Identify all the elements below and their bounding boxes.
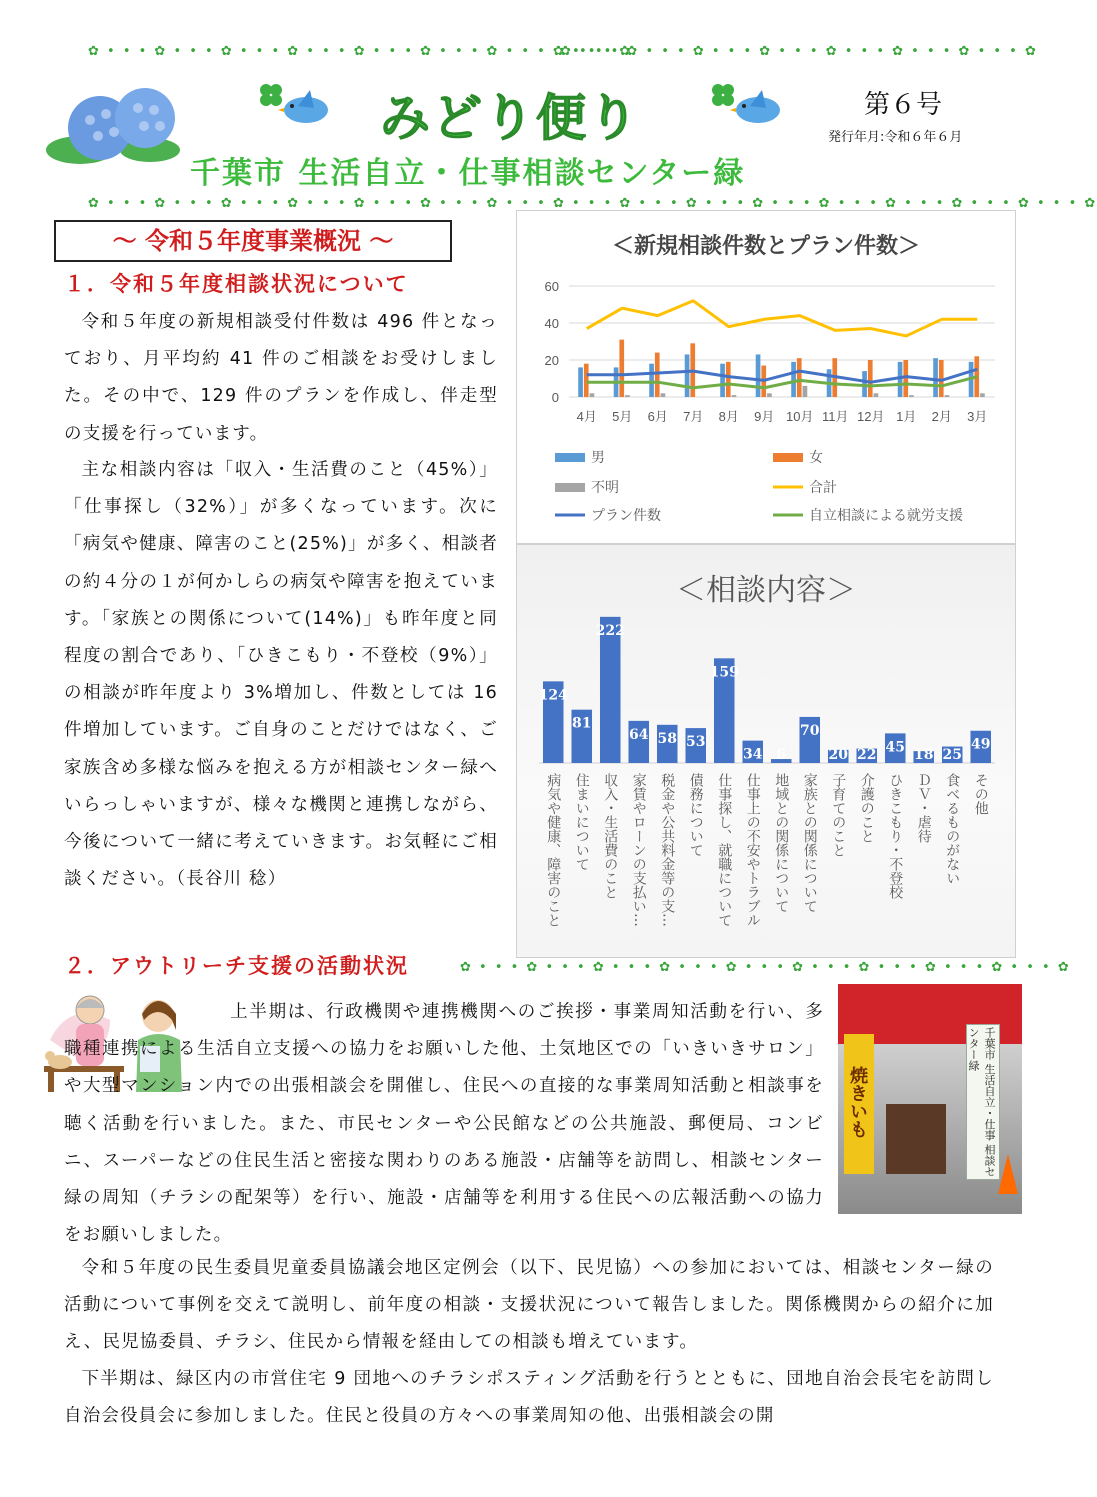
chart2-data-label: 49 [971, 736, 991, 753]
clover-border-header-bottom: ✿ • • • ✿ • • • ✿ • • • ✿ • • • ✿ • • • ✿ • • • ✿ • • • ✿ • • • ✿ • • • ✿ • • • ✿ • • • ✿ • • • ✿ • • • ✿ • • • ✿ • • • ✿ [88, 195, 1097, 211]
chart1-bar-男 [649, 364, 654, 397]
chart1-bar-不明 [661, 393, 666, 397]
outreach-booth-photo [838, 984, 1022, 1214]
chart2-data-label: 70 [800, 722, 820, 739]
chart1-xtick-label: 6月 [647, 409, 668, 424]
section2-paragraph-3: 下半期は、緑区内の市営住宅 9 団地へのチラシポスティング活動を行うとともに、団地自治会長宅を訪問し自治会役員会に参加しました。住民と役員の方々への事業周知の他、出張相談会の開 [64, 1369, 994, 1427]
chart2-data-label: 58 [657, 730, 677, 747]
chart1-bar-女 [584, 364, 589, 397]
chart2-data-label: 81 [572, 715, 592, 732]
photo-cart [886, 1104, 946, 1174]
chart1-line-合計 [587, 301, 978, 336]
chart1-ytick-label: 20 [544, 353, 559, 368]
chart-consultation-content-panel [516, 544, 1016, 958]
chart2-data-label: 45 [885, 739, 905, 756]
chart1-ytick-label: 60 [544, 279, 559, 294]
clover-border-top-right: ✿ • • • ✿ • • • ✿ • • • ✿ • • • ✿ • • • ✿ • • • ✿ • • • ✿ [560, 43, 1038, 59]
chart-new-consultations-panel [516, 210, 1016, 544]
chart1-bar-男 [791, 362, 796, 397]
chart1-bar-不明 [767, 393, 772, 397]
chart2-data-label: 25 [942, 747, 962, 763]
photo-sign: 千葉市 生活自立・仕事 相談センター緑 [966, 1024, 1000, 1180]
chart2-category-label: 債務について [687, 773, 704, 857]
overview-heading: ～ 令和５年度事業概況 ～ [54, 220, 452, 262]
bird-clover-icon-left [256, 80, 336, 130]
chart1-legend-swatch [555, 453, 585, 462]
chart1-title: ＜新規相談件数とプラン件数＞ [611, 234, 920, 259]
chart2-data-label: 22 [857, 747, 877, 763]
chart1-legend-swatch [773, 453, 803, 462]
section2-paragraph-2: 令和５年度の民生委員児童委員協議会地区定例会（以下、民児協）への参加においては、相談センター緑の活動について事例を交えて説明し、前年度の相談・支援状況について報告しました。関係機関からの紹介に加え、民児協委員、チラシ、住民から情報を経由しての相談も増えています。 [64, 1258, 994, 1353]
chart1-bar-男 [685, 354, 690, 397]
chart1-bar-女 [868, 360, 873, 397]
chart1-legend-label: 男 [591, 450, 605, 466]
chart1-bar-女 [726, 362, 731, 397]
chart2-category-label: 仕事探し、就職について [716, 773, 733, 927]
chart1-xtick-label: 4月 [576, 409, 597, 424]
chart1-legend-label: 合計 [809, 480, 837, 496]
chart2-data-label: 124 [538, 687, 568, 704]
chart1-legend-swatch [555, 483, 585, 492]
chart1-plot [517, 211, 1015, 543]
section1-paragraph-1: 令和５年度の新規相談受付件数は 496 件となっており、月平均約 41 件のご相談をお受けしました。その中で、129 件のプランを作成し、伴走型の支援を行っています。 [64, 312, 498, 444]
chart2-plot [517, 545, 1015, 957]
chart1-xtick-label: 8月 [718, 409, 739, 424]
chart2-category-label: 仕事上の不安やトラブル [744, 773, 761, 927]
section2-title: ２．アウトリーチ支援の活動状況 [64, 954, 409, 978]
section1-paragraph-2: 主な相談内容は「収入・生活費のこと（45%）」「仕事探し（32%）」が多くなっています。次に「病気や健康、障害のこと(25%)」が多く、相談者の約４分の１が何かしらの病気や障害を抱えています。「家族との関係について(14%)」も昨年度と同程度の割合であり、「ひきこもり・不登校（9%）」の相談が昨年度より 3%増加し、件数としては 16 件増加しています。ご自身のことだけではなく、ご家族含め多様な悩みを抱える方が相談センター緑へいらっしゃいますが、様々な機関と連携しながら、今後について一緒に考えていきます。お気軽にご相談ください。（長谷川 稔） [64, 460, 498, 890]
chart2-category-label: 家賃やローンの支払い… [630, 773, 647, 927]
chart1-bar-不明 [980, 393, 985, 397]
chart1-bar-不明 [803, 386, 808, 397]
publication-date: 発行年月:令和６年６月 [828, 130, 963, 145]
chart2-category-label: その他 [972, 773, 989, 815]
section2-paragraph-1: 上半期は、行政機関や連携機関へのご挨拶・事業周知活動を行い、多職種連携による生活自立支援への協力をお願いした他、土気地区での「いきいきサロン」や大型マンション内での出張相談会を開催し、住民への直接的な事業周知活動と相談事を聴く活動を行いました。また、市民センターや公民館などの公共施設、郵便局、コンビニ、スーパーなどの住民生活と密接な関わりのある施設・店舗等を訪問し、相談センター緑の周知（チラシの配架等）を行い、施設・店舗等を利用する住民への広報活動への協力をお願いしました。 [64, 1002, 824, 1246]
chart2-data-label: 18 [914, 747, 934, 763]
chart2-data-label: 6 [776, 747, 787, 763]
chart1-bar-男 [578, 367, 583, 397]
chart1-bar-女 [797, 358, 802, 397]
chart2-category-label: 介護のこと [858, 773, 875, 843]
chart1-legend-label: 自立相談による就労支援 [809, 508, 963, 524]
chart1-ytick-label: 40 [544, 316, 559, 331]
chart1-legend-label: 不明 [591, 480, 619, 496]
chart1-bar-不明 [732, 395, 737, 397]
chart1-ytick-label: 0 [551, 390, 559, 405]
chart2-category-label: 病気や健康、障害のこと [545, 773, 562, 927]
chart1-legend-label: 女 [809, 450, 823, 466]
chart2-data-label: 34 [743, 746, 763, 763]
chart1-xtick-label: 5月 [612, 409, 633, 424]
chart2-category-label: 家族との関係について [801, 773, 818, 913]
clover-border-top-left: ✿ • • • ✿ • • • ✿ • • • ✿ • • • ✿ • • • ✿ • • • ✿ • • • ✿ • • • ✿ [88, 43, 633, 59]
chart1-xtick-label: 9月 [754, 409, 775, 424]
chart2-data-label: 222 [595, 622, 625, 639]
chart1-bar-男 [898, 362, 903, 397]
chart1-bar-女 [619, 340, 624, 397]
chart1-line-プラン件数 [587, 369, 978, 382]
hydrangea-illustration [40, 80, 190, 170]
chart2-category-label: 地域との関係について [773, 773, 790, 913]
chart1-xtick-label: 10月 [786, 409, 814, 424]
chart2-category-label: 子育てのこと [830, 773, 847, 857]
chart1-xtick-label: 1月 [896, 409, 917, 424]
chart1-xtick-label: 12月 [857, 409, 885, 424]
chart2-category-label: 住まいについて [573, 773, 590, 871]
chart1-xtick-label: 11月 [822, 409, 849, 424]
chart1-bar-不明 [909, 395, 914, 397]
chart1-bar-女 [655, 353, 660, 397]
chart1-bar-不明 [625, 395, 630, 397]
chart1-bar-不明 [590, 393, 595, 397]
chart1-xtick-label: 2月 [931, 409, 952, 424]
chart1-legend-label: プラン件数 [591, 508, 661, 524]
chart1-xtick-label: 3月 [967, 409, 988, 424]
chart2-data-label: 64 [629, 726, 649, 743]
chart1-bar-男 [756, 354, 761, 397]
chart2-category-label: ＤＶ・虐待 [915, 773, 932, 843]
chart2-category-label: ひきこもり・不登校 [887, 773, 904, 899]
chart1-bar-不明 [874, 393, 879, 397]
clover-border-section2: ✿ • • • ✿ • • • ✿ • • • ✿ • • • ✿ • • • ✿ • • • ✿ • • • ✿ • • • ✿ • • • ✿ [460, 959, 1071, 975]
issue-number: 第６号 [864, 90, 943, 120]
chart1-bar-男 [933, 358, 938, 397]
chart2-data-label: 53 [686, 734, 706, 751]
chart2-category-label: 収入・生活費のこと [602, 773, 619, 899]
chart1-bar-不明 [945, 395, 950, 397]
photo-traffic-cone [998, 1154, 1018, 1194]
newsletter-title: みどり便り [380, 89, 640, 147]
chart2-data-label: 159 [709, 664, 739, 681]
chart2-title: ＜相談内容＞ [676, 573, 856, 608]
chart2-data-label: 20 [828, 747, 848, 763]
chart1-bar-男 [720, 364, 725, 397]
bird-clover-icon-right [708, 80, 788, 130]
newsletter-subtitle: 千葉市 生活自立・仕事相談センター緑 [190, 156, 746, 191]
chart2-category-label: 税金や公共料金等の支… [659, 773, 676, 927]
chart2-category-label: 食べるものがない [944, 773, 961, 885]
photo-banner: 焼きいも [844, 1034, 874, 1174]
section1-title: １．令和５年度相談状況について [64, 272, 409, 296]
chart1-xtick-label: 7月 [683, 409, 704, 424]
